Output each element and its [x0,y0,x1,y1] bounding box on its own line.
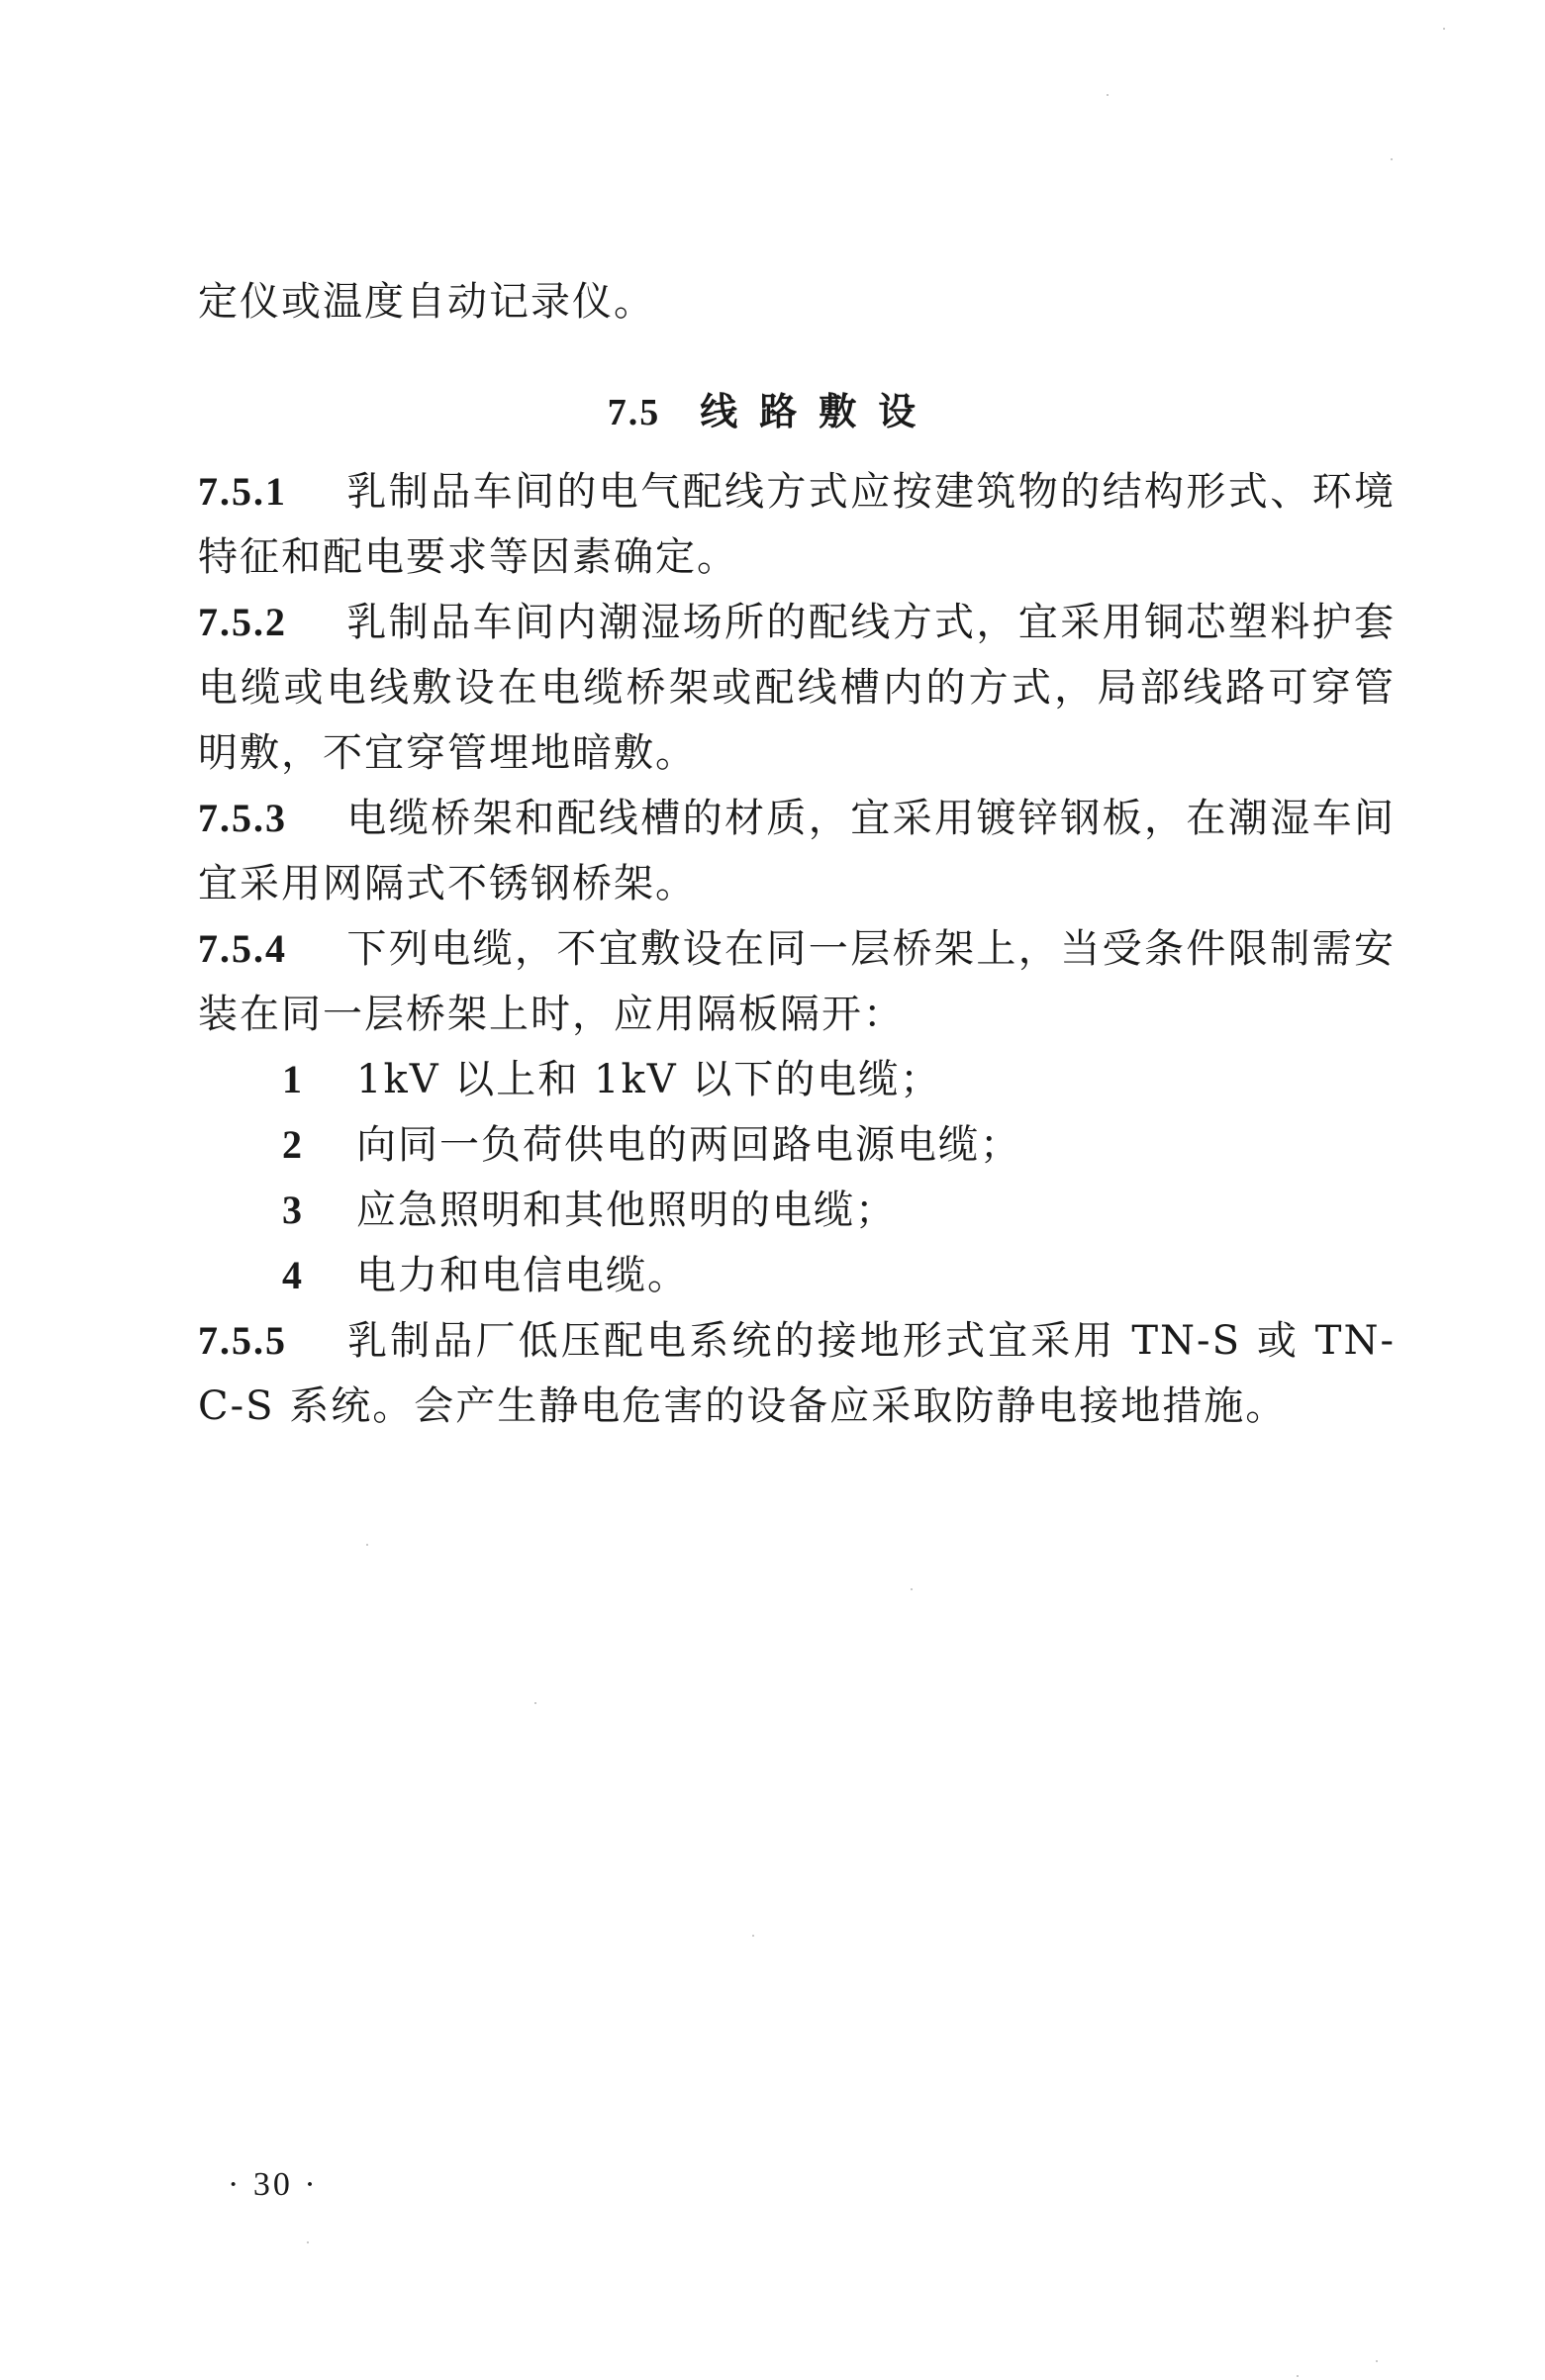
list-item [282,1057,942,1102]
list-item [282,1188,897,1233]
scan-speck [1443,28,1445,30]
list-item-text: 向同一负荷供电的两回路电源电缆； [356,1122,1021,1168]
clause-text: 乳制品车间内潮湿场所的配线方式，宜采用铜芯塑料护套 [346,600,1396,645]
list-item-number: 1 [282,1057,304,1101]
scan-speck [911,1588,913,1590]
list-item [282,1253,689,1298]
clause-7-5-1-line-2: 特征和配电要求等因素确定。 [198,534,738,580]
scan-speck [307,2241,309,2243]
scan-speck [752,1935,754,1937]
list-item-text: 1kV 以上和 1kV 以下的电缆； [356,1057,942,1102]
section-number: 7.5 [607,392,661,433]
list-item-text: 应急照明和其他照明的电缆； [356,1188,897,1233]
section-heading [0,381,1545,435]
scan-speck [366,1544,368,1546]
clause-7-5-1-line-1 [198,469,1396,515]
scan-speck [1376,2360,1378,2362]
clause-7-5-4-line-1 [198,926,1396,972]
clause-number: 7.5.1 [198,469,287,514]
continuation-text: 定仪或温度自动记录仪。 [198,279,655,325]
clause-number: 7.5.3 [198,796,287,840]
scan-speck [534,1702,536,1704]
list-item-number: 2 [282,1122,304,1167]
clause-7-5-2-line-2: 电缆或电线敷设在电缆桥架或配线槽内的方式，局部线路可穿管 [198,665,1396,711]
clause-number: 7.5.4 [198,926,287,971]
clause-7-5-2-line-1 [198,600,1396,645]
list-item [282,1122,1021,1168]
clause-text: 乳制品车间的电气配线方式应按建筑物的结构形式、环境 [346,469,1396,515]
list-item-number: 4 [282,1253,304,1297]
list-item-text: 电力和电信电缆。 [356,1253,689,1298]
list-item-number: 3 [282,1188,304,1232]
page-number: · 30 · [228,2166,319,2203]
section-title: 线路敷设 [700,389,938,433]
clause-text: 下列电缆，不宜敷设在同一层桥架上，当受条件限制需安 [346,926,1396,972]
clause-7-5-3-line-2: 宜采用网隔式不锈钢桥架。 [198,861,697,906]
clause-7-5-2-line-3: 明敷，不宜穿管埋地暗敷。 [198,730,697,776]
scan-speck [1107,94,1109,96]
clause-text: 乳制品厂低压配电系统的接地形式宜采用 TN-S 或 TN- [346,1318,1396,1364]
clause-7-5-5-line-1 [198,1318,1396,1364]
scan-speck [1297,2375,1299,2377]
clause-text: 电缆桥架和配线槽的材质，宜采用镀锌钢板，在潮湿车间 [346,796,1396,841]
clause-7-5-3-line-1 [198,796,1396,841]
clause-7-5-4-line-2: 装在同一层桥架上时，应用隔板隔开： [198,992,905,1037]
clause-number: 7.5.2 [198,600,287,644]
clause-number: 7.5.5 [198,1318,287,1363]
clause-7-5-5-line-2: C-S 系统。会产生静电危害的设备应采取防静电接地措施。 [198,1383,1288,1429]
scan-speck [1391,158,1393,160]
